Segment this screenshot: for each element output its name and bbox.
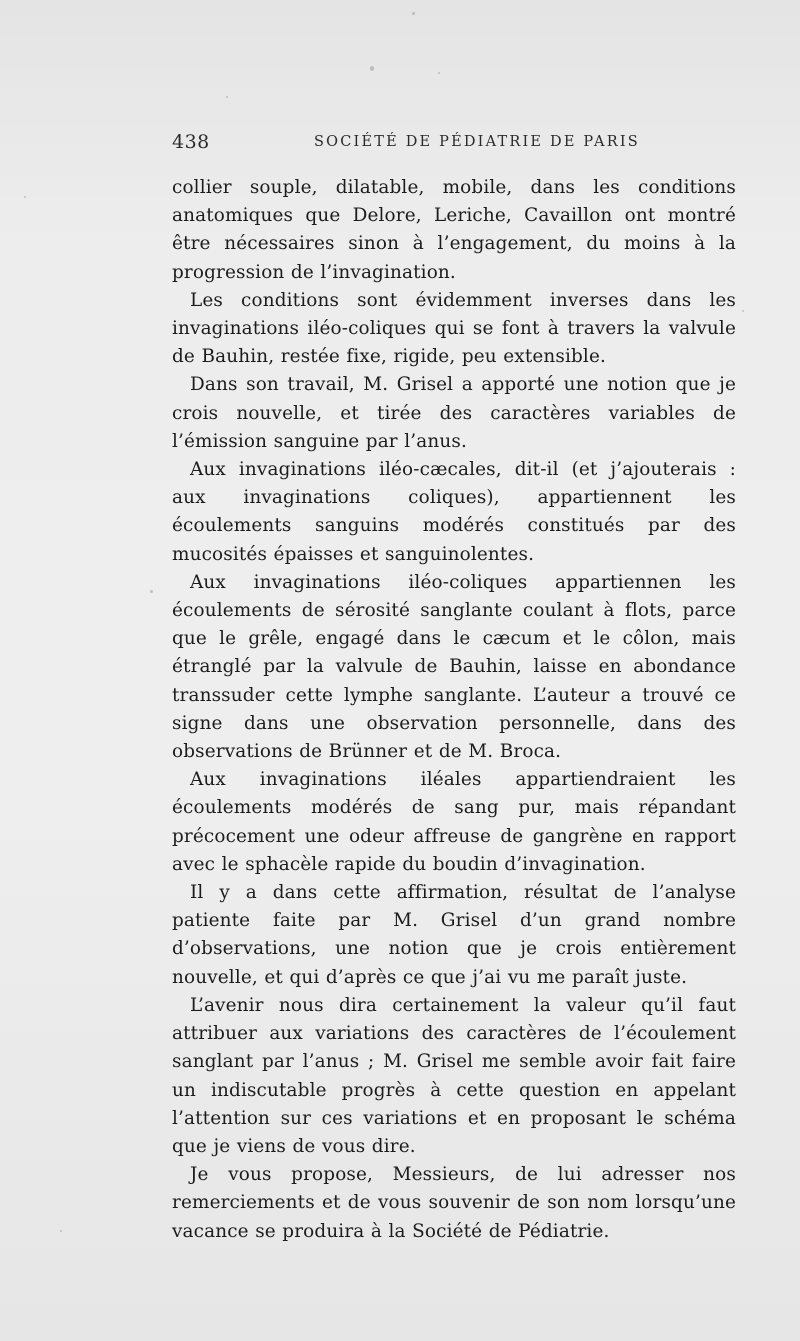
- paragraph: Je vous propose, Messieurs, de lui adresser nos remerciements et de vous souvenir de son nom lorsqu’une vacance se produira à la Société de Pédiatrie.: [172, 1164, 736, 1242]
- paragraph: Aux invaginations iléo-coliques appartiennen les écoulements de sérosité sanglante coulant à flots, parce que le grêle, engagé dans le cæcum et le côlon, mais étranglé par la valvule de Bauhin, laisse en abondance transsuder cette lymphe sanglante. L’auteur a trouvé ce signe dans une observation personnelle, dans des observations de Brünner et de M. Broca.: [172, 571, 736, 763]
- speck-mark: [226, 96, 228, 98]
- paragraph: Dans son travail, M. Grisel a apporté une notion que je crois nouvelle, et tirée des caractères variables de l’émission sanguine par l’anus.: [172, 374, 736, 452]
- speck-mark: [370, 66, 374, 71]
- speck-mark: [412, 12, 415, 15]
- paragraph: collier souple, dilatable, mobile, dans les conditions anatomiques que Delore, Leriche, Cavaillon ont montré être nécessaires sinon à l’engagement, du moins à la progression de l’invagination.: [172, 177, 736, 283]
- speck-mark: [438, 72, 440, 74]
- body-text: [172, 174, 736, 1246]
- paragraph: Les conditions sont évidemment inverses dans les invaginations iléo-coliques qui se font à travers la valvule de Bauhin, restée fixe, rigide, peu extensible.: [172, 289, 736, 368]
- speck-mark: [150, 590, 153, 593]
- paragraph: Il y a dans cette affirmation, résultat de l’analyse patiente faite par M. Grisel d’un grand nombre d’observations, une notion que je crois entièrement nouvelle, et qui d’après ce que j’ai vu me paraît juste.: [172, 882, 736, 988]
- speck-mark: [742, 310, 744, 312]
- paragraph: Aux invaginations iléales appartiendraient les écoulements modérés de sang pur, mais répandant précocement une odeur affreuse de gangrène en rapport avec le sphacèle rapide du boudin d’invagination.: [172, 769, 736, 875]
- paragraph: Aux invaginations iléo-cæcales, dit-il (et j’ajouterais : aux invaginations coliques), appartiennent les écoulements sanguins modérés constitués par des mucosités épaisses et sanguinolentes.: [172, 459, 736, 565]
- page-header: [172, 131, 732, 157]
- speck-mark: [24, 196, 26, 198]
- paragraph: L’avenir nous dira certainement la valeur qu’il faut attribuer aux variations des caractères de l’écoulement sanglant par l’anus ; M. Grisel me semble avoir fait faire un indiscutable progrès à cette question en appelant l’attention sur ces variations et en proposant le schéma que je viens de vous dire.: [172, 994, 736, 1157]
- running-head: SOCIÉTÉ DE PÉDIATRIE DE PARIS: [314, 134, 640, 150]
- speck-mark: [60, 1230, 62, 1232]
- page-number: 438: [172, 131, 210, 153]
